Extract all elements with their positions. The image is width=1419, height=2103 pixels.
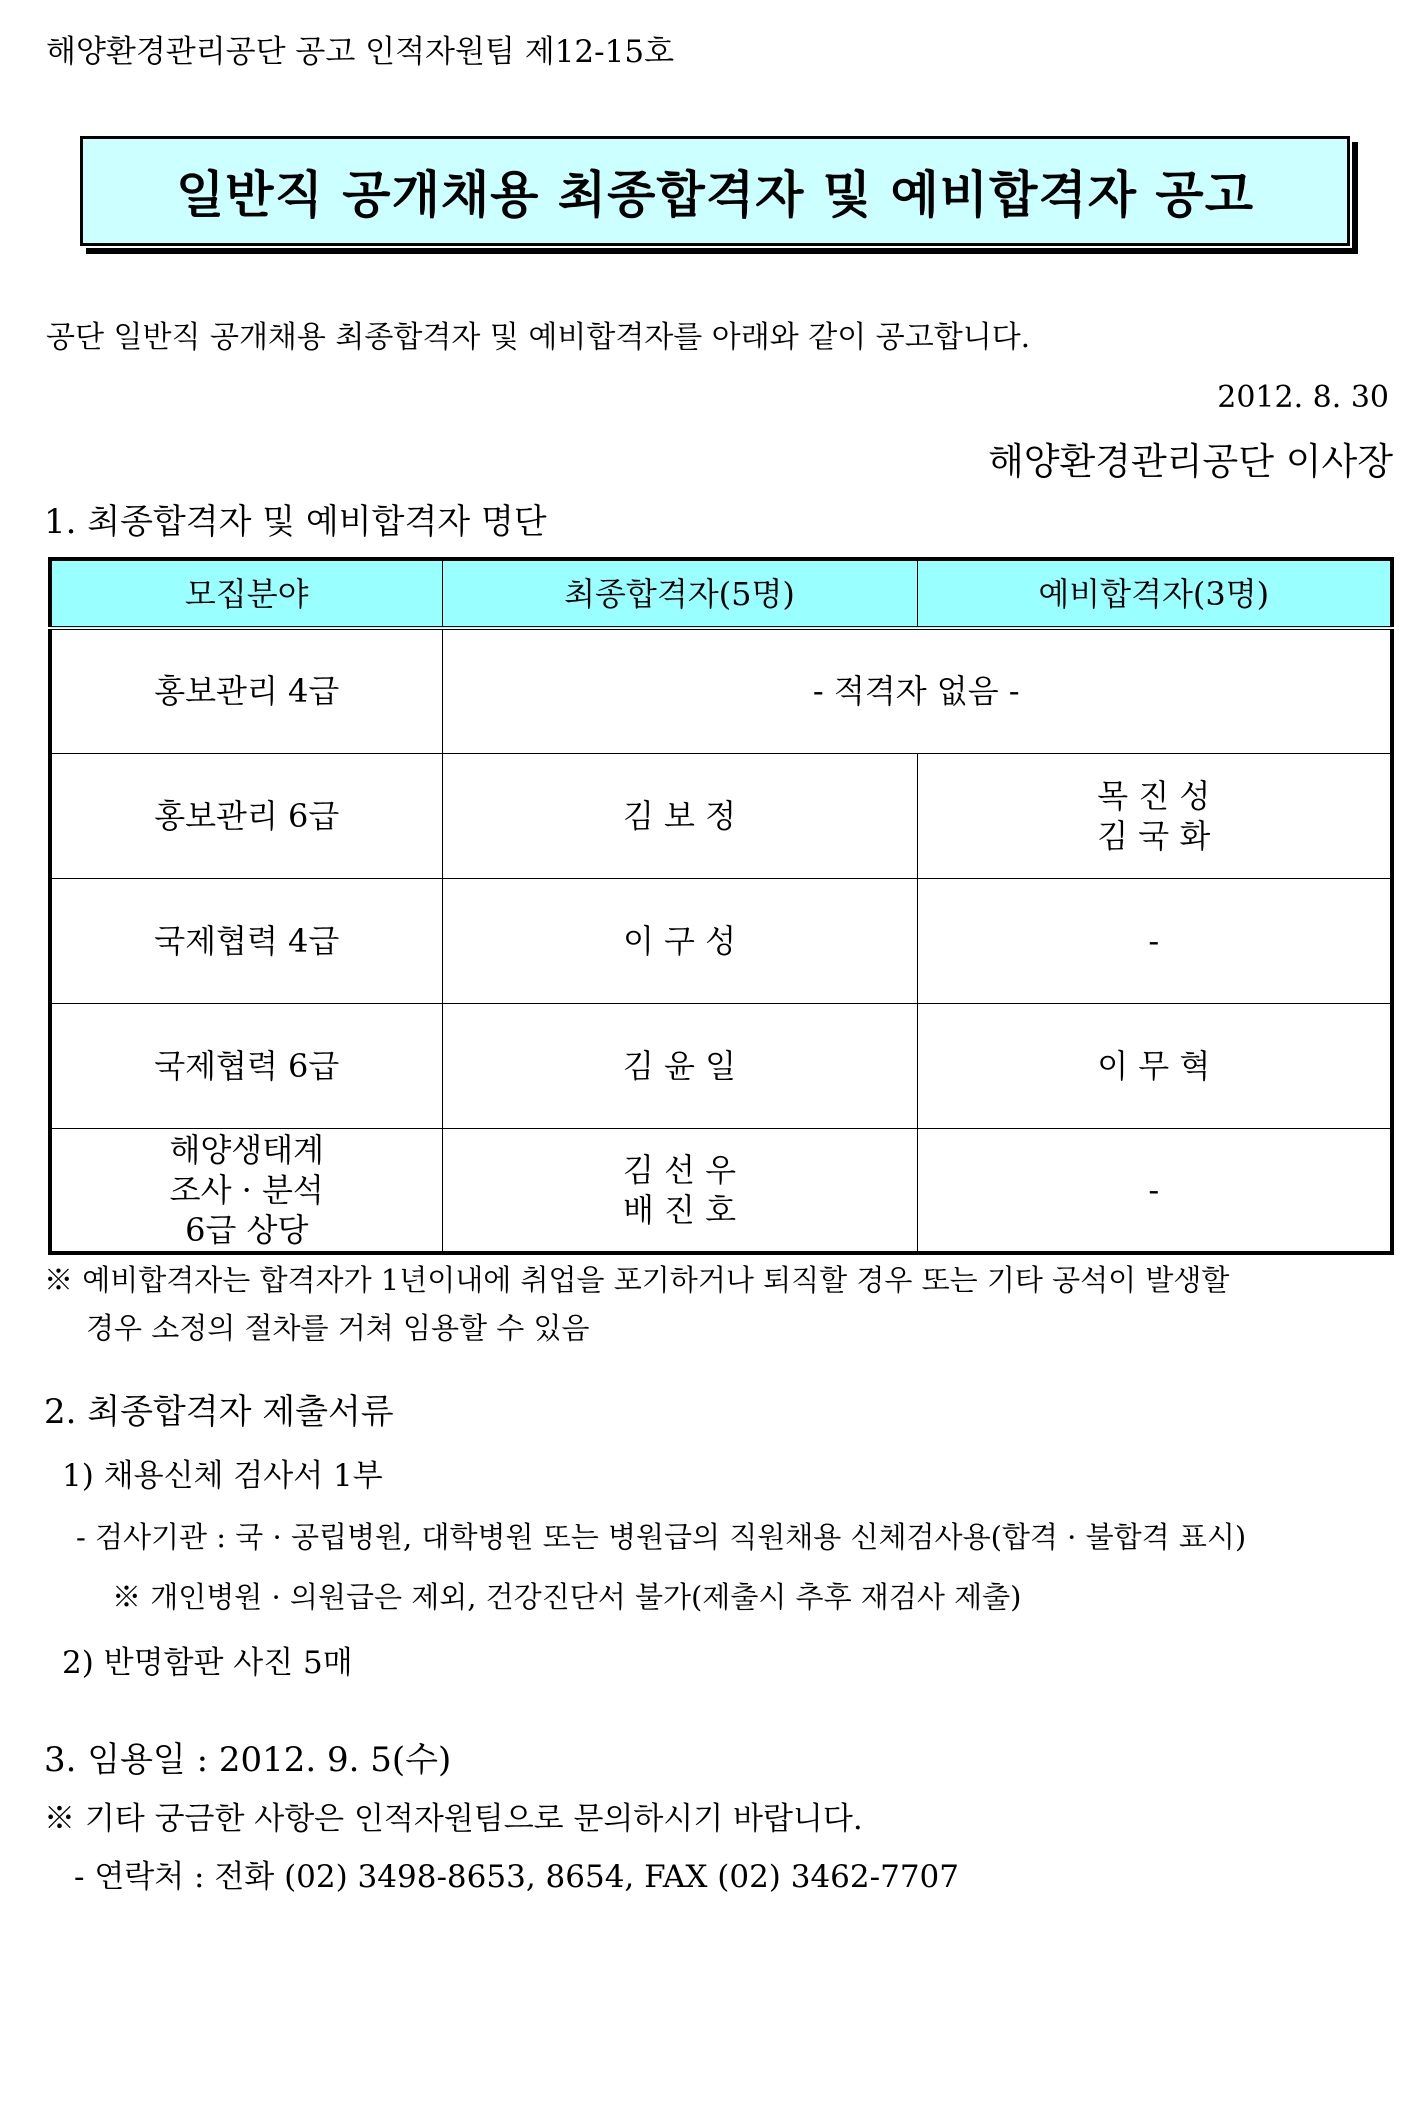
required-doc-1: 1) 채용신체 검사서 1부 (62, 1458, 383, 1494)
reserve-name: - (1148, 921, 1160, 960)
contact-info: - 연락처 : 전화 (02) 3498-8653, 8654, FAX (02) 3462-7707 (74, 1859, 959, 1895)
reserve-name: 김 국 화 (1097, 816, 1211, 855)
reserve-cell (917, 1128, 1392, 1253)
roster-table (48, 557, 1394, 1255)
section2-title: 2. 최종합격자 제출서류 (44, 1392, 394, 1432)
field-line: 6급 상당 (185, 1210, 309, 1249)
reserve-cell (917, 753, 1392, 878)
finalist-name: 김 보 정 (622, 796, 737, 835)
field-cell: 홍보관리 4급 (50, 628, 442, 753)
reserve-name: 이 무 혁 (1097, 1046, 1211, 1085)
intro-text: 공단 일반직 공개채용 최종합격자 및 예비합격자를 아래와 같이 공고합니다. (46, 320, 1031, 355)
finalist-cell (442, 878, 917, 1003)
reserve-cell (917, 878, 1392, 1003)
field-line: 조사 · 분석 (169, 1170, 324, 1209)
announcement-date: 2012. 8. 30 (1217, 380, 1389, 415)
page-title: 일반직 공개채용 최종합격자 및 예비합격자 공고 (175, 166, 1255, 224)
required-doc-2: 2) 반명함판 사진 5매 (62, 1645, 353, 1681)
title-box (80, 136, 1350, 246)
table-row (50, 1128, 1392, 1253)
field-cell: 홍보관리 6급 (50, 753, 442, 878)
finalist-cell (442, 1128, 917, 1253)
field-cell (50, 1128, 442, 1253)
header-reserves: 예비합격자(3명) (917, 559, 1392, 628)
section1-title: 1. 최종합격자 및 예비합격자 명단 (44, 502, 547, 542)
finalist-cell (442, 753, 917, 878)
table-row (50, 753, 1392, 878)
finalist-cell (442, 1003, 917, 1128)
header-finalists: 최종합격자(5명) (442, 559, 917, 628)
inquiry-note: ※ 기타 궁금한 사항은 인적자원팀으로 문의하시기 바랍니다. (44, 1801, 863, 1837)
section3-title: 3. 임용일 : 2012. 9. 5(수) (44, 1740, 452, 1780)
table-row (50, 1003, 1392, 1128)
finalist-name: 이 구 성 (622, 921, 737, 960)
signer: 해양환경관리공단 이사장 (988, 440, 1393, 483)
finalist-name: 김 윤 일 (622, 1046, 737, 1085)
no-qualified-note: - 적격자 없음 - (442, 628, 1392, 753)
table-header-row (50, 559, 1392, 628)
field-cell: 국제협력 6급 (50, 1003, 442, 1128)
header-field: 모집분야 (50, 559, 442, 628)
field-line: 해양생태계 (169, 1130, 325, 1169)
table-row (50, 628, 1392, 753)
reserve-policy-note-cont: 경우 소정의 절차를 거쳐 임용할 수 있음 (86, 1311, 590, 1345)
document-reference-number: 해양환경관리공단 공고 인적자원팀 제12-15호 (46, 34, 675, 70)
finalist-name: 배 진 호 (622, 1190, 737, 1229)
required-doc-1-detail: - 검사기관 : 국 · 공립병원, 대학병원 또는 병원급의 직원채용 신체검사용(합격 · 불합격 표시) (76, 1520, 1247, 1554)
finalist-name: 김 선 우 (622, 1150, 737, 1189)
reserve-name: - (1148, 1170, 1160, 1209)
reserve-policy-note: ※ 예비합격자는 합격자가 1년이내에 취업을 포기하거나 퇴직할 경우 또는 기타 공석이 발생할 (44, 1263, 1230, 1297)
reserve-cell (917, 1003, 1392, 1128)
required-doc-1-note: ※ 개인병원 · 의원급은 제외, 건강진단서 불가(제출시 추후 재검사 제출) (112, 1580, 1022, 1614)
reserve-name: 목 진 성 (1097, 776, 1211, 815)
table-row (50, 878, 1392, 1003)
field-cell: 국제협력 4급 (50, 878, 442, 1003)
